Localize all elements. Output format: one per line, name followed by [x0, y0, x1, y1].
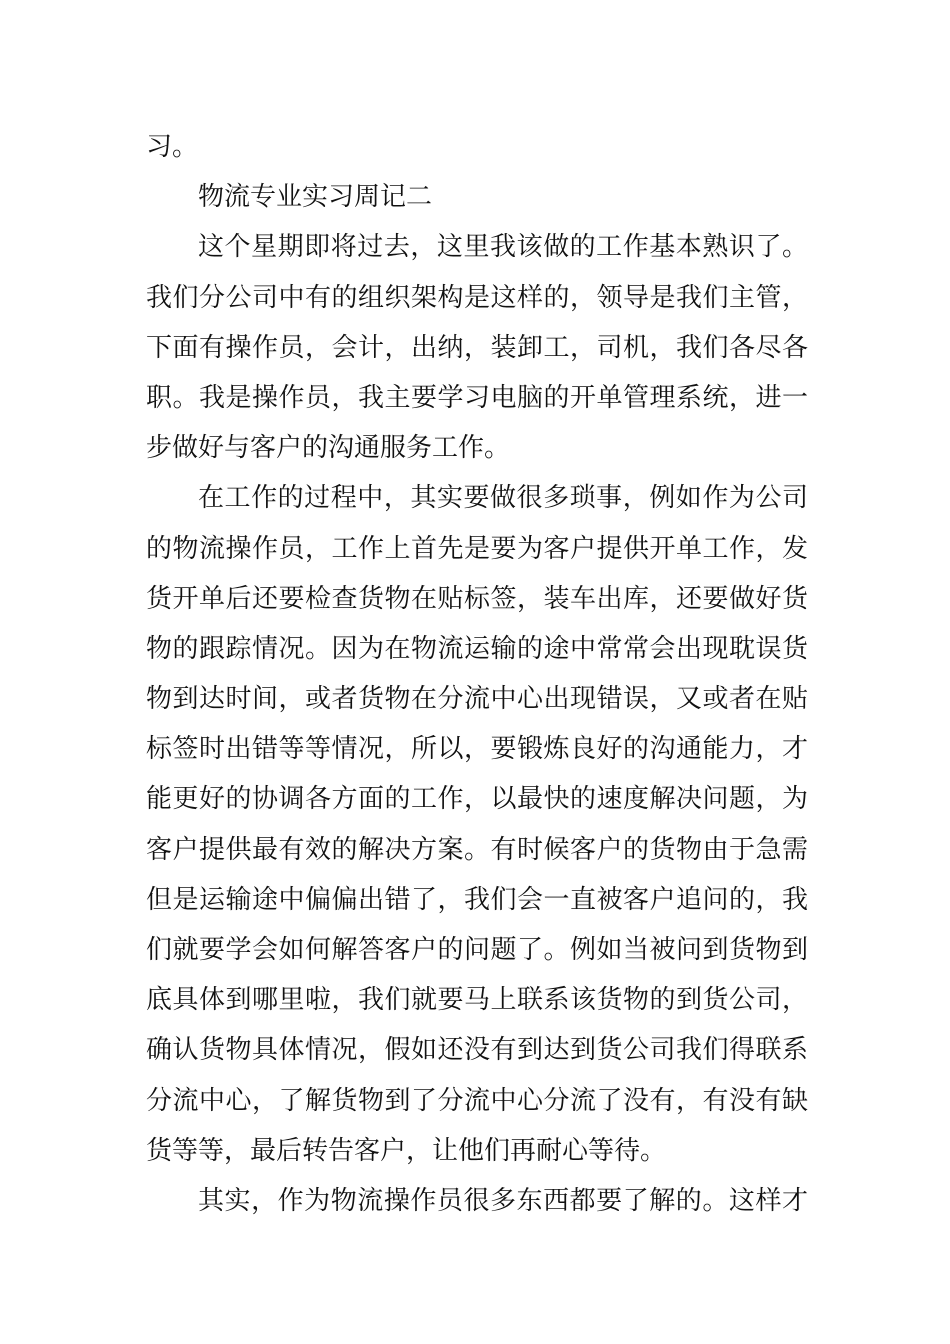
- text-line: 在工作的过程中，其实要做很多琐事，例如作为公司: [198, 483, 808, 514]
- text-line: 们就要学会如何解答客户的问题了。例如当被问到货物到: [146, 935, 808, 965]
- text-line: 物的跟踪情况。因为在物流运输的途中常常会出现耽误货: [146, 633, 808, 664]
- text-line: 标签时出错等等情况，所以，要锻炼良好的沟通能力，才: [146, 734, 808, 765]
- text-line: 这个星期即将过去，这里我该做的工作基本熟识了。: [198, 232, 808, 263]
- text-line: 能更好的协调各方面的工作，以最快的速度解决问题，为: [146, 784, 808, 815]
- text-line: 货等等，最后转告客户，让他们再耐心等待。: [146, 1135, 667, 1166]
- text-line: 分流中心，了解货物到了分流中心分流了没有，有没有缺: [146, 1085, 808, 1116]
- text-line: 物到达时间，或者货物在分流中心出现错误，又或者在贴: [146, 684, 808, 715]
- text-line: 我们分公司中有的组织架构是这样的，领导是我们主管，: [146, 282, 808, 313]
- text-line: 底具体到哪里啦，我们就要马上联系该货物的到货公司，: [146, 985, 808, 1016]
- text-line: 步做好与客户的沟通服务工作。: [146, 433, 511, 464]
- text-line: 但是运输途中偏偏出错了，我们会一直被客户追问的，我: [146, 884, 808, 915]
- body-text: [146, 122, 808, 1226]
- text-line: 下面有操作员，会计，出纳，装卸工，司机，我们各尽各: [146, 332, 808, 363]
- text-line: 货开单后还要检查货物在贴标签，装车出库，还要做好货: [146, 583, 808, 614]
- section-heading: 物流专业实习周记二: [198, 182, 433, 213]
- text-line: 确认货物具体情况，假如还没有到达到货公司我们得联系: [146, 1035, 808, 1066]
- text-line: 的物流操作员，工作上首先是要为客户提供开单工作，发: [146, 533, 808, 564]
- text-line: 习。: [146, 132, 199, 162]
- text-line: 职。我是操作员，我主要学习电脑的开单管理系统，进一: [146, 382, 808, 413]
- text-line: 客户提供最有效的解决方案。有时候客户的货物由于急需: [146, 834, 808, 865]
- text-line: 其实，作为物流操作员很多东西都要了解的。这样才: [198, 1185, 808, 1216]
